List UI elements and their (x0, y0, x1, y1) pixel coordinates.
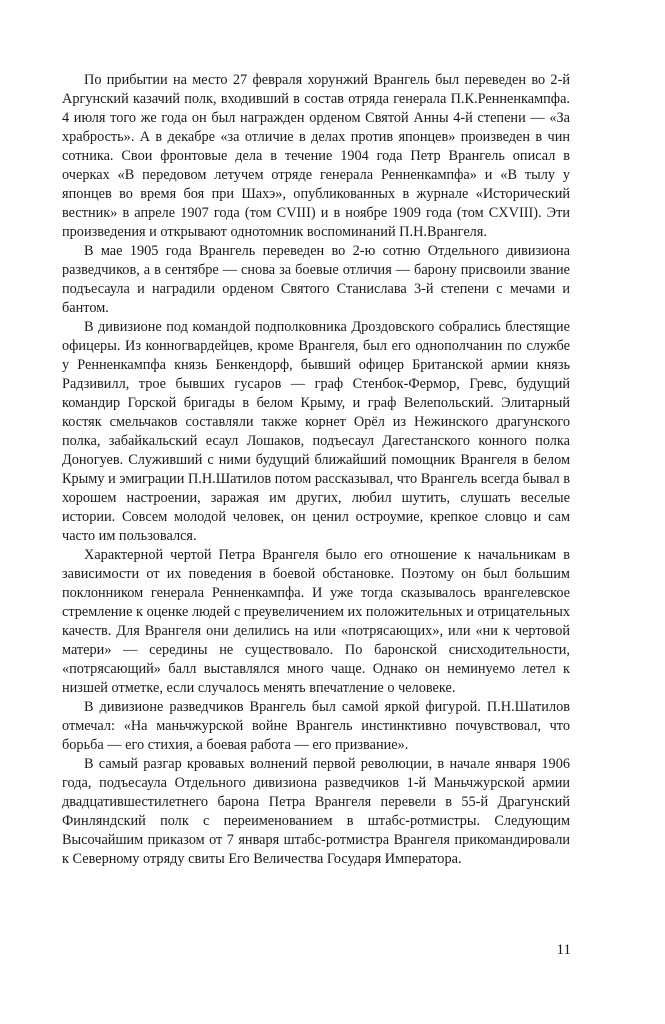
paragraph: По прибытии на место 27 февраля хорунжий Врангель был переведен во 2-й Аргунский казачий полк, входивший в состав отряда генерала П.К.Ренненкампфа. 4 июля того же года он был награжден орденом Святой Анны 4-й степени — «За храбрость». А в декабре «за отличие в делах против японцев» произведен в чин сотника. Свои фронтовые дела в течение 1904 года Петр Врангель описал в очерках «В передовом летучем отряде генерала Ренненкампфа» и «В тылу у японцев во время боя при Шахэ», опубликованных в журнале «Исторический вестник» в апреле 1907 года (том CVIII) и в ноябре 1909 года (том CXVIII). Эти произведения и открывают однотомник воспоминаний П.Н.Врангеля. (62, 72, 570, 240)
paragraph: Характерной чертой Петра Врангеля было его отношение к начальникам в зависимости от их поведения в боевой обстановке. Поэтому он был большим поклонником генерала Ренненкампфа. И уже тогда сказывалось врангелевское стремление к оценке людей с преувеличением их положительных и отрицательных качеств. Для Врангеля они делились на или «потрясающих», или «ни к чертовой матери» — середины не существовало. По баронской снисходительности, «потрясающий» балл выставлялся много чаще. Однако он неминуемо летел к низшей отметке, если случалось менять впечатление о человеке. (62, 547, 570, 696)
paragraph: В дивизионе под командой подполковника Дроздовского собрались блестящие офицеры. Из конногвардейцев, кроме Врангеля, был его однополчанин по службе у Ренненкампфа князь Бенкендорф, бывший офицер Британской армии князь Радзивилл, трое бывших гусаров — граф Стенбок-Фермор, Гревс, будущий командир Горской бригады в белом Крыму, и граф Велепольский. Элитарный костяк смельчаков составляли также корнет Орёл из Нежинского драгунского полка, забайкальский есаул Лошаков, подъесаул Дагестанского конного полка Доногуев. Служивший с ними будущий ближайший помощник Врангеля в белом Крыму и эмиграции П.Н.Шатилов потом рассказывал, что Врангель всегда бывал в хорошем настроении, заражая им других, любил шутить, слушать веселые истории. Совсем молодой человек, он ценил остроумие, крепкое словцо и сам часто им пользовался. (62, 319, 570, 544)
page-number: 11 (556, 942, 571, 958)
page-body (62, 71, 570, 869)
paragraph: В мае 1905 года Врангель переведен во 2-ю сотню Отдельного дивизиона разведчиков, а в сентябре — снова за боевые отличия — барону присвоили звание подъесаула и наградили орденом Святого Станислава 3-й степени с мечами и бантом. (62, 243, 570, 316)
paragraph: В самый разгар кровавых волнений первой революции, в начале января 1906 года, подъесаула Отдельного дивизиона разведчиков 1-й Маньчжурской армии двадцатившестилетнего барона Петра Врангеля перевели в 55-й Драгунский Финляндский полк с переименованием в штабс-ротмистры. Следующим Высочайшим приказом от 7 января штабс-ротмистра Врангеля прикомандировали к Северному отряду свиты Его Величества Государя Императора. (62, 756, 570, 867)
paragraph: В дивизионе разведчиков Врангель был самой яркой фигурой. П.Н.Шатилов отмечал: «На маньчжурской войне Врангель инстинктивно почувствовал, что борьба — его стихия, а боевая работа — его призвание». (62, 699, 570, 753)
